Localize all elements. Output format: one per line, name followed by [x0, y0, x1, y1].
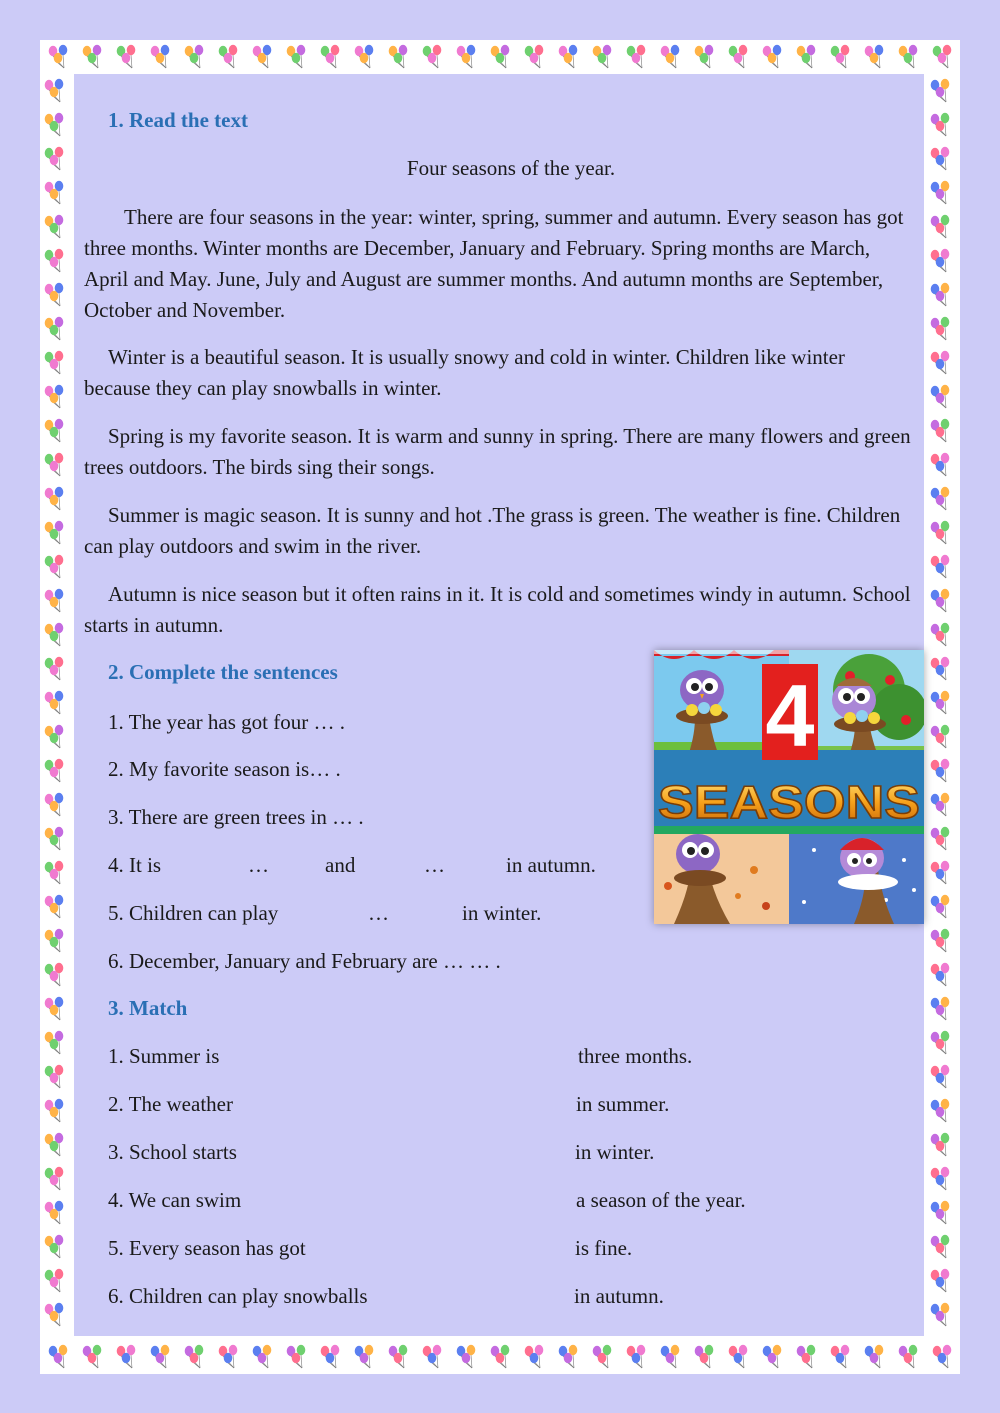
- match-left-5: 5. Every season has got: [108, 1236, 306, 1260]
- sentence5-end: in winter.: [462, 901, 542, 925]
- match-left-6: 6. Children can play snowballs: [108, 1284, 368, 1308]
- number-four-text: 4: [765, 666, 815, 765]
- text-title: Four seasons of the year.: [406, 156, 616, 180]
- section3-heading: 3. Match: [108, 996, 188, 1020]
- sentence5-start: 5. Children can play: [108, 901, 279, 925]
- seasons-illustration-icon: [654, 650, 924, 924]
- section2-heading: 2. Complete the sentences: [108, 660, 338, 684]
- match-right-5: is fine.: [575, 1236, 633, 1260]
- complete-sentence-6: 6. December, January and February are … … .: [108, 949, 501, 973]
- worksheet-page: [74, 74, 924, 1336]
- complete-sentence-1: 1. The year has got four … .: [108, 710, 345, 734]
- sentence4-blank-1: …: [248, 853, 269, 877]
- match-left-1: 1. Summer is: [108, 1044, 220, 1068]
- complete-sentence-3: 3. There are green trees in … .: [108, 805, 364, 829]
- match-right-3: in winter.: [575, 1140, 655, 1164]
- paragraph-intro: There are four seasons in the year: winter, spring, summer and autumn. Every season has got three months. Winter months are December, January and February. Spring months are March, April and May. June, July and August are summer months. And autumn months are September, October and November.: [84, 205, 904, 322]
- section1-heading: 1. Read the text: [108, 108, 248, 132]
- match-left-2: 2. The weather: [108, 1092, 233, 1116]
- paragraph-spring: Spring is my favorite season. It is warm and sunny in spring. There are many flowers and green trees outdoors. The birds sing their songs.: [84, 424, 911, 479]
- complete-sentence-2: 2. My favorite season is… .: [108, 757, 341, 781]
- paragraph-winter: Winter is a beautiful season. It is usually snowy and cold in winter. Children like winter because they can play snowballs in winter.: [84, 345, 845, 400]
- sentence5-blank: …: [368, 901, 389, 925]
- four-seasons-image: [654, 650, 924, 924]
- paragraph-autumn: Autumn is nice season but it often rains in it. It is cold and sometimes windy in autumn. School starts in autumn.: [84, 582, 911, 637]
- sentence4-start: 4. It is: [108, 853, 162, 877]
- match-right-1: three months.: [578, 1044, 693, 1068]
- sentence4-and: and: [325, 853, 356, 877]
- match-right-4: a season of the year.: [576, 1188, 746, 1212]
- match-right-6: in autumn.: [574, 1284, 664, 1308]
- match-left-4: 4. We can swim: [108, 1188, 242, 1212]
- match-right-2: in summer.: [576, 1092, 670, 1116]
- seasons-word-text: SEASONS: [658, 776, 920, 828]
- paragraph-summer: Summer is magic season. It is sunny and hot .The grass is green. The weather is fine. Children can play outdoors and swim in the river.: [84, 503, 901, 558]
- sentence4-end: in autumn.: [506, 853, 596, 877]
- match-left-3: 3. School starts: [108, 1140, 237, 1164]
- worksheet-content: [74, 74, 924, 1336]
- sentence4-blank-2: …: [424, 853, 445, 877]
